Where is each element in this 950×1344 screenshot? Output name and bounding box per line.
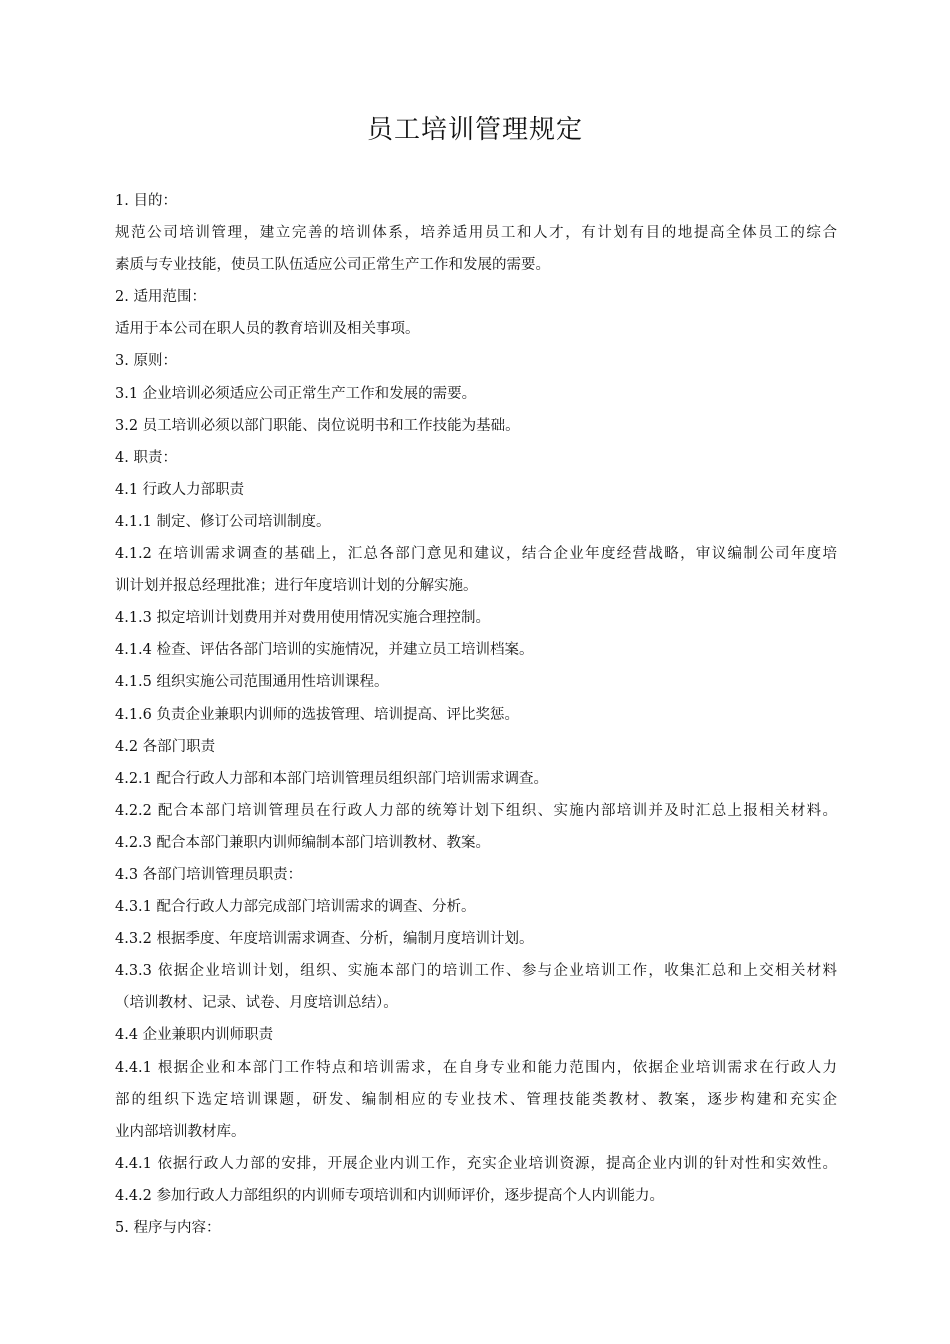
text-line: 4.1 行政人力部职责 bbox=[115, 481, 245, 498]
text-line: 4.1.3 拟定培训计划费用并对费用使用情况实施合理控制。 bbox=[115, 610, 491, 627]
text-line: 部的组织下选定培训课题，研发、编制相应的专业技术、管理技能类教材、教案，逐步构建和充实企 bbox=[115, 1091, 837, 1108]
text-line: 3.2 员工培训必须以部门职能、岗位说明书和工作技能为基础。 bbox=[115, 417, 520, 434]
text-line: 4.4.2 参加行政人力部组织的内训师专项培训和内训师评价，逐步提高个人内训能力。 bbox=[115, 1187, 665, 1204]
text-line: 4.1.6 负责企业兼职内训师的选拔管理、培训提高、评比奖惩。 bbox=[115, 706, 520, 723]
text-line: 4.4 企业兼职内训师职责 bbox=[115, 1027, 274, 1044]
text-line: 4.2.1 配合行政人力部和本部门培训管理员组织部门培训需求调查。 bbox=[115, 770, 549, 787]
text-line: 4.3.2 根据季度、年度培训需求调查、分析，编制月度培训计划。 bbox=[115, 931, 534, 948]
text-line: 4.3 各部门培训管理员职责： bbox=[115, 866, 303, 883]
text-line: 4.4.1 根据企业和本部门工作特点和培训需求，在自身专业和能力范围内，依据企业培训需求在行政人力 bbox=[115, 1059, 837, 1076]
text-line: 3. 原则： bbox=[115, 353, 177, 370]
text-line: （培训教材、记录、试卷、月度培训总结）。 bbox=[115, 995, 398, 1012]
text-line: 4.3.1 配合行政人力部完成部门培训需求的调查、分析。 bbox=[115, 899, 476, 916]
text-line: 4.1.1 制定、修订公司培训制度。 bbox=[115, 513, 331, 530]
text-line: 2. 适用范围： bbox=[115, 289, 206, 306]
text-line: 5. 程序与内容： bbox=[115, 1220, 221, 1236]
text-line: 4. 职责： bbox=[115, 449, 177, 466]
text-line: 4.2.2 配合本部门培训管理员在行政人力部的统筹计划下组织、实施内部培训并及时汇总上报相关材料。 bbox=[115, 802, 837, 819]
text-line: 4.1.5 组织实施公司范围通用性培训课程。 bbox=[115, 674, 389, 691]
text-line: 训计划并报总经理批准；进行年度培训计划的分解实施。 bbox=[115, 578, 478, 595]
document-title: 员工培训管理规定 bbox=[366, 115, 583, 145]
text-line: 4.4.1 依据行政人力部的安排，开展企业内训工作，充实企业培训资源，提高企业内训的针对性和实效性。 bbox=[115, 1155, 837, 1172]
text-line: 4.2.3 配合本部门兼职内训师编制本部门培训教材、教案。 bbox=[115, 834, 491, 851]
text-line: 素质与专业技能，使员工队伍适应公司正常生产工作和发展的需要。 bbox=[115, 257, 550, 274]
text-line: 3.1 企业培训必须适应公司正常生产工作和发展的需要。 bbox=[115, 385, 477, 402]
text-line: 业内部培训教材库。 bbox=[115, 1123, 246, 1140]
text-line: 4.1.4 检查、评估各部门培训的实施情况，并建立员工培训档案。 bbox=[115, 642, 534, 659]
text-line: 4.1.2 在培训需求调查的基础上，汇总各部门意见和建议，结合企业年度经营战略，审议编制公司年度培 bbox=[115, 546, 837, 563]
document-body bbox=[115, 185, 837, 1244]
text-line: 规范公司培训管理，建立完善的培训体系，培养适用员工和人才，有计划有目的地提高全体员工的综合 bbox=[115, 225, 837, 242]
text-line: 1. 目的： bbox=[115, 193, 177, 209]
text-line: 适用于本公司在职人员的教育培训及相关事项。 bbox=[115, 321, 420, 338]
text-line: 4.3.3 依据企业培训计划，组织、实施本部门的培训工作、参与企业培训工作，收集汇总和上交相关材料 bbox=[115, 963, 837, 980]
text-line: 4.2 各部门职责 bbox=[115, 738, 216, 755]
